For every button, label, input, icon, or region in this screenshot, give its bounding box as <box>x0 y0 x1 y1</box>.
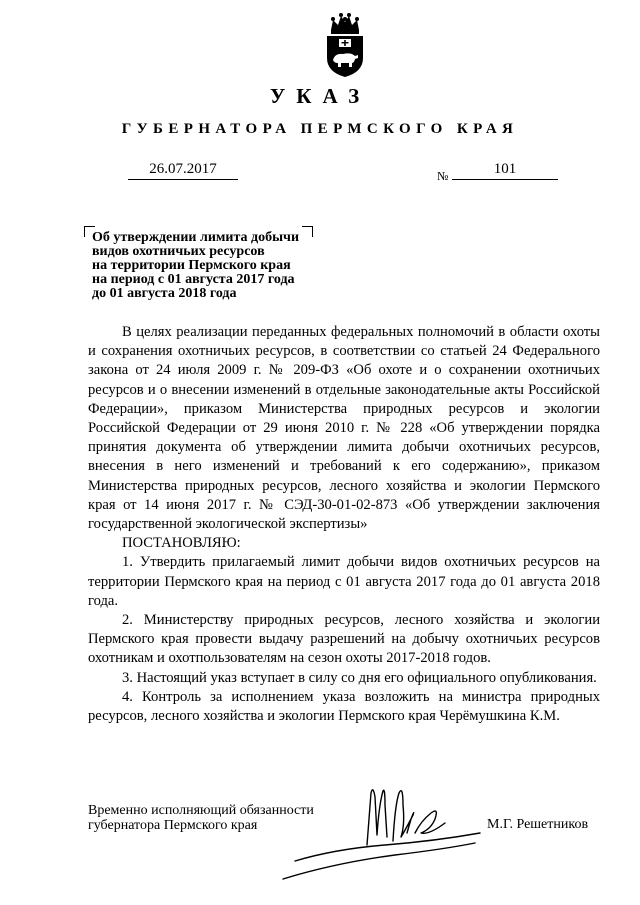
heading-line: на период с 01 августа 2017 года <box>92 272 295 287</box>
signatory-name: М.Г. Решетников <box>487 817 589 832</box>
document-title: УКАЗ <box>269 84 371 108</box>
preamble-paragraph: В целях реализации переданных федеральных полномочий в области охоты и сохранения охотничьих ресурсов, в соответствии со статьей 24 Федерального закона от 24 июля 2009 г. № 209-ФЗ «Об охоте и о сохранении охотничьих ресурсов и о внесении изменений в отдельные законодательные акты Российской Федерации», приказом Министерства природных ресурсов и экологии Российской Федерации от 29 июня 2010 г. № 228 «Об утверждении порядка принятия документа об утверждении лимита добычи охотничьих ресурсов, внесения в него изменений и требований к его содержанию», приказом Министерства природных ресурсов, лесного хозяйства и экологии Пермского края от 14 июня 2017 г. № СЭД-30-01-02-873 «Об утверждении заключения государственной экологической экспертизы» <box>88 324 600 533</box>
number-underline <box>452 179 558 180</box>
decree-body <box>88 323 600 726</box>
heading-line: Об утверждении лимита добычи <box>92 230 300 245</box>
document-subtitle: ГУБЕРНАТОРА ПЕРМСКОГО КРАЯ <box>121 121 519 137</box>
date-underline <box>128 179 238 180</box>
heading-line: до 01 августа 2018 года <box>92 286 237 301</box>
document-number <box>452 161 558 180</box>
number-sign: № <box>437 169 449 183</box>
decree-item: 2. Министерству природных ресурсов, лесного хозяйства и экологии Пермского края провести выдачу разрешений на добычу охотничьих ресурсов охотникам и охотпользователям на сезон охоты 2017-2018 годов. <box>88 612 600 667</box>
handwritten-signature <box>275 775 485 890</box>
position-line: Временно исполняющий обязанности <box>88 803 314 818</box>
decree-heading <box>92 231 332 301</box>
decree-item: 4. Контроль за исполнением указа возложить на министра природных ресурсов, лесного хозяйства и экологии Пермского края Черёмушкина К.М. <box>88 688 600 725</box>
position-line: губернатора Пермского края <box>88 818 258 833</box>
decree-item: 1. Утвердить прилагаемый лимит добычи видов охотничьих ресурсов на территории Пермского края на период с 01 августа 2017 года до 01 августа 2018 года. <box>88 554 600 609</box>
decree-item: 3. Настоящий указ вступает в силу со дня его официального опубликования. <box>122 669 597 686</box>
decree-word: ПОСТАНОВЛЯЮ: <box>122 535 241 552</box>
document-date <box>128 161 238 180</box>
number-value: 101 <box>493 161 517 177</box>
heading-line: видов охотничьих ресурсов <box>92 244 265 259</box>
coat-of-arms-icon <box>323 12 367 78</box>
heading-line: на территории Пермского края <box>92 258 291 273</box>
date-value: 26.07.2017 <box>149 161 217 177</box>
